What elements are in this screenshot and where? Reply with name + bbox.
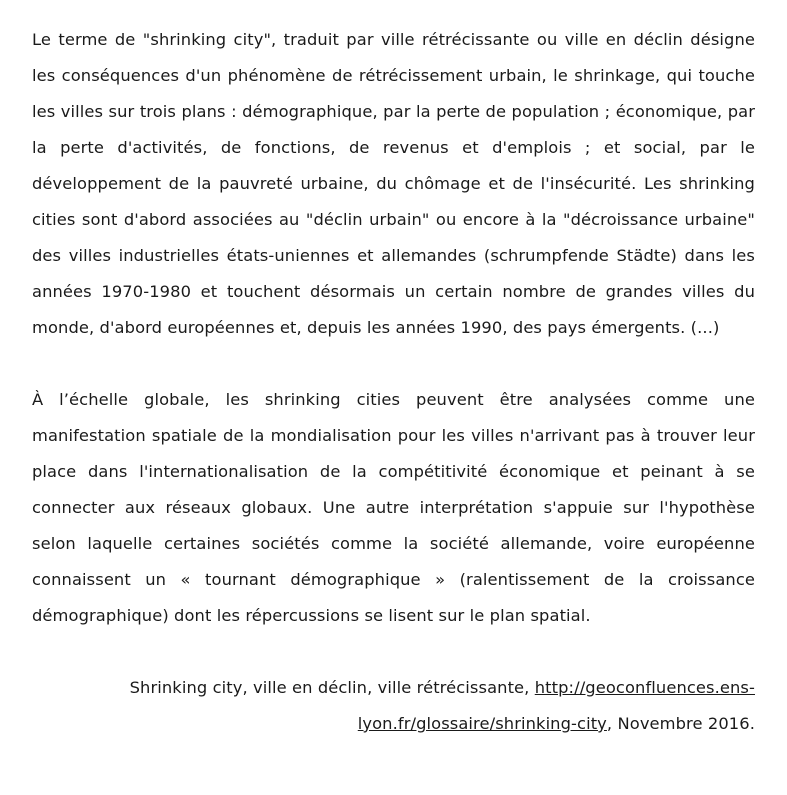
source-prefix: Shrinking city, ville en déclin, ville rétrécissante, [129, 678, 535, 697]
source-citation [32, 670, 755, 742]
source-link[interactable]: http://geoconfluences.ens-lyon.fr/glossaire/shrinking-city [357, 678, 755, 733]
paragraph-global-scale: À l’échelle globale, les shrinking cities peuvent être analysées comme une manifestation spatiale de la mondialisation pour les villes n'arrivant pas à trouver leur place dans l'internationalisation de la compétitivité économique et peinant à se connecter aux réseaux globaux. Une autre interprétation s'appuie sur l'hypothèse selon laquelle certaines sociétés comme la société allemande, voire européenne connaissent un « tournant démographique » (ralentissement de la croissance démographique) dont les répercussions se lisent sur le plan spatial. [32, 390, 755, 625]
paragraph-definition: Le terme de "shrinking city", traduit par ville rétrécissante ou ville en déclin désigne les conséquences d'un phénomène de rétrécissement urbain, le shrinkage, qui touche les villes sur trois plans : démographique, par la perte de population ; économique, par la perte d'activités, de fonctions, de revenus et d'emplois ; et social, par le développement de la pauvreté urbaine, du chômage et de l'insécurité. Les shrinking cities sont d'abord associées au "déclin urbain" ou encore à la "décroissance urbaine" des villes industrielles états-uniennes et allemandes (schrumpfende Städte) dans les années 1970-1980 et touchent désormais un certain nombre de grandes villes du monde, d'abord européennes et, depuis les années 1990, des pays émergents. (...) [32, 30, 755, 337]
source-suffix: , Novembre 2016. [606, 714, 755, 733]
document-body [32, 22, 755, 742]
